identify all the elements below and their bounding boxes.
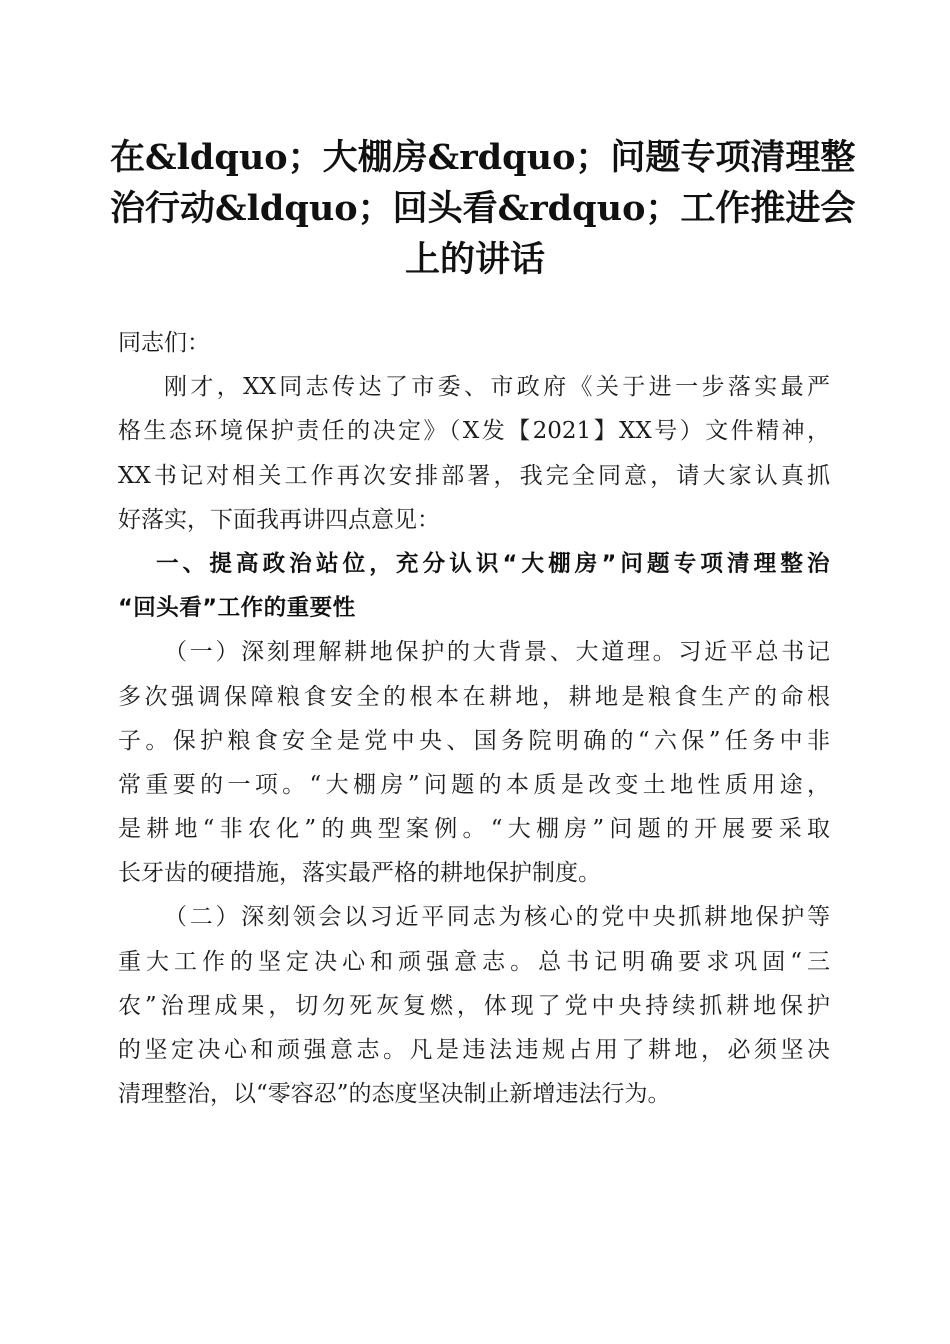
paragraph-line: 是耕地“非农化”的典型案例。“大棚房”问题的开展要采取: [118, 816, 830, 843]
paragraph-2: [118, 895, 830, 1116]
paragraph-line: 好落实，下面我再讲四点意见：: [118, 506, 440, 533]
document-title: [110, 132, 856, 285]
document-body: [118, 321, 830, 1116]
paragraph-line: 农”治理成果，切勿死灰复燃，体现了党中央持续抓耕地保护: [118, 992, 830, 1019]
title-line: 上的讲话: [404, 239, 545, 280]
paragraph-line: （一）深刻理解耕地保护的大背景、大道理。习近平总书记: [164, 639, 830, 666]
heading-line: “回头看”工作的重要性: [118, 595, 356, 622]
paragraph-line: 子。保护粮食安全是党中央、国务院明确的“六保”任务中非: [118, 727, 830, 754]
paragraph-line: XX书记对相关工作再次安排部署，我完全同意，请大家认真抓: [118, 462, 830, 489]
paragraph-line: 重大工作的坚定决心和顽强意志。总书记明确要求巩固“三: [118, 948, 830, 975]
title-line: 治行动&ldquo；回头看&rdquo；工作推进会: [110, 188, 856, 229]
paragraph-line: 的坚定决心和顽强意志。凡是违法违规占用了耕地，必须坚决: [118, 1037, 830, 1063]
paragraph-line: （二）深刻领会以习近平同志为核心的党中央抓耕地保护等: [164, 904, 830, 931]
title-line: 在&ldquo；大棚房&rdquo；问题专项清理整: [110, 137, 856, 178]
paragraph-line: 刚才，XX同志传达了市委、市政府《关于进一步落实最严: [164, 374, 830, 401]
paragraph-line: 多次强调保障粮食安全的根本在耕地，耕地是粮食生产的命根: [118, 683, 830, 710]
paragraph-line: 常重要的一项。“大棚房”问题的本质是改变土地性质用途，: [118, 771, 830, 798]
paragraph-line: 格生态环境保护责任的决定》（X发【2021】XX号）文件精神，: [118, 418, 830, 445]
paragraph-line: 长牙齿的硬措施，落实最严格的耕地保护制度。: [118, 860, 601, 887]
heading-line: 一、提高政治站位，充分认识“大棚房”问题专项清理整治: [156, 550, 830, 577]
intro-paragraph: [118, 365, 830, 542]
paragraph-1: [118, 630, 830, 895]
paragraph-line: 清理整治，以“零容忍”的态度坚决制止新增违法行为。: [118, 1081, 671, 1108]
salutation: 同志们：: [118, 330, 210, 356]
section-heading: [118, 542, 830, 630]
